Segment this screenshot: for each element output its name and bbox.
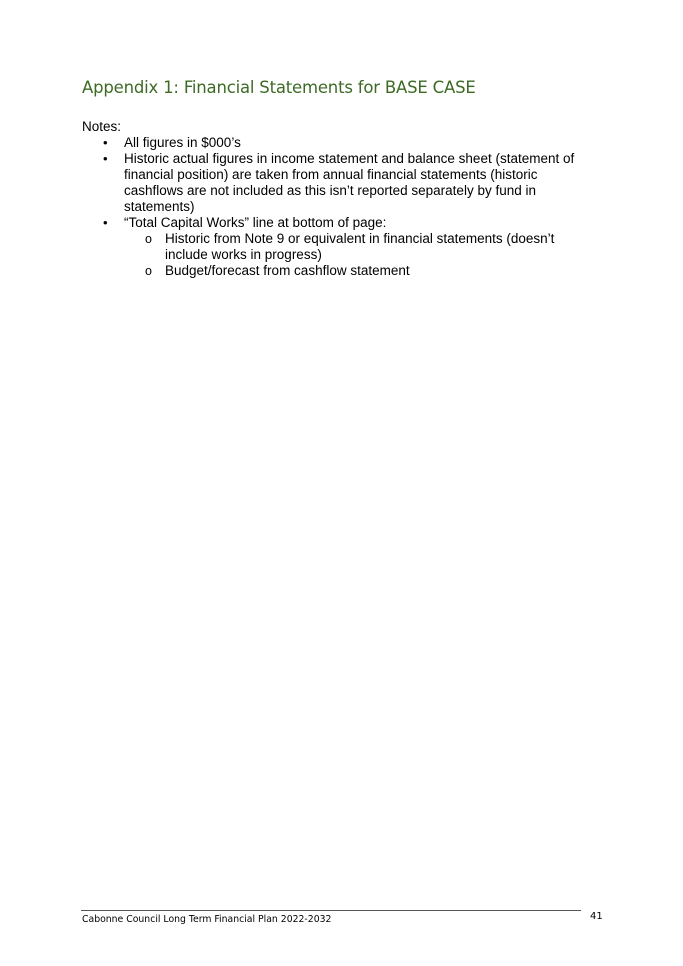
- bullet-icon: •: [103, 151, 108, 166]
- list-item: [100, 151, 600, 215]
- sub-bullet-icon: o: [145, 232, 152, 246]
- notes-label: Notes:: [82, 119, 122, 134]
- sub-list-item: [145, 263, 600, 279]
- sub-list-item-text: Historic from Note 9 or equivalent in financial statements (doesn’t include works in progress): [165, 231, 555, 262]
- sub-list: [124, 231, 600, 279]
- list-item: [100, 135, 600, 151]
- list-item-text: Historic actual figures in income statement and balance sheet (statement of financial position) are taken from annual financial statements (historic cashflows are not included as this isn’t reported separately by fund in statements): [124, 151, 575, 214]
- list-item-text: “Total Capital Works” line at bottom of page:: [124, 215, 387, 230]
- sub-list-item-text: Budget/forecast from cashflow statement: [165, 263, 410, 278]
- sub-bullet-icon: o: [145, 264, 152, 278]
- footer-divider: [81, 910, 581, 911]
- bullet-icon: •: [103, 215, 108, 230]
- page-heading: Appendix 1: Financial Statements for BASE CASE: [82, 78, 476, 97]
- footer-title: Cabonne Council Long Term Financial Plan 2022-2032: [82, 914, 332, 925]
- list-item: [100, 215, 600, 279]
- page-number: 41: [590, 911, 603, 922]
- list-item-text: All figures in $000’s: [124, 135, 241, 150]
- sub-list-item: [145, 231, 600, 263]
- bullet-icon: •: [103, 135, 108, 150]
- notes-list: [100, 135, 600, 279]
